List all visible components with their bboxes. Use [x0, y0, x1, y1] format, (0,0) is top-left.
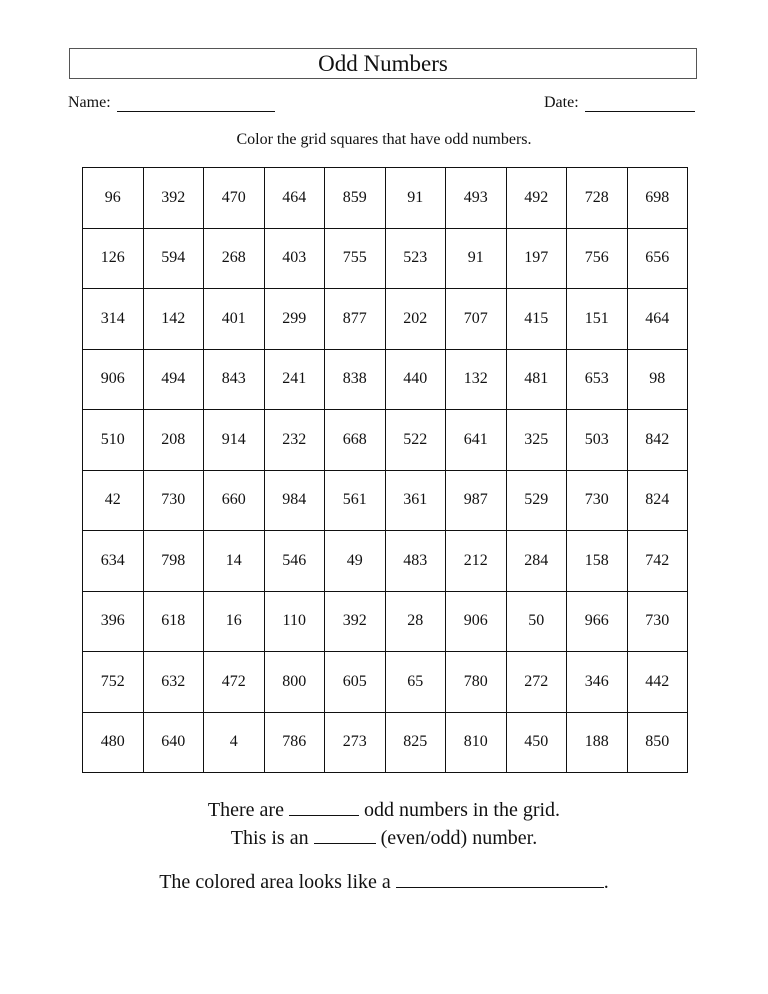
grid-cell[interactable]: 730 [628, 592, 689, 653]
grid-cell[interactable]: 480 [83, 713, 144, 774]
grid-cell[interactable]: 906 [446, 592, 507, 653]
grid-cell[interactable]: 810 [446, 713, 507, 774]
grid-cell[interactable]: 50 [507, 592, 568, 653]
grid-cell[interactable]: 914 [204, 410, 265, 471]
grid-cell[interactable]: 906 [83, 350, 144, 411]
grid-cell[interactable]: 396 [83, 592, 144, 653]
grid-cell[interactable]: 494 [144, 350, 205, 411]
grid-cell[interactable]: 984 [265, 471, 326, 532]
q1-text-after: odd numbers in the grid. [363, 799, 561, 821]
grid-cell[interactable]: 392 [144, 168, 205, 229]
number-grid [82, 167, 688, 773]
title-text: Odd Numbers [318, 50, 448, 76]
grid-cell[interactable]: 640 [144, 713, 205, 774]
grid-cell[interactable]: 464 [628, 289, 689, 350]
grid-cell[interactable]: 641 [446, 410, 507, 471]
grid-cell[interactable]: 492 [507, 168, 568, 229]
grid-cell[interactable]: 91 [446, 229, 507, 290]
grid-cell[interactable]: 859 [325, 168, 386, 229]
grid-cell[interactable]: 850 [628, 713, 689, 774]
grid-cell[interactable]: 98 [628, 350, 689, 411]
grid-cell[interactable]: 605 [325, 652, 386, 713]
grid-cell[interactable]: 698 [628, 168, 689, 229]
grid-cell[interactable]: 110 [265, 592, 326, 653]
grid-cell[interactable]: 728 [567, 168, 628, 229]
grid-cell[interactable]: 232 [265, 410, 326, 471]
grid-cell[interactable]: 450 [507, 713, 568, 774]
grid-cell[interactable]: 212 [446, 531, 507, 592]
grid-cell[interactable]: 481 [507, 350, 568, 411]
date-input-line[interactable] [585, 95, 695, 112]
question-even-odd [0, 825, 768, 850]
grid-cell[interactable]: 273 [325, 713, 386, 774]
name-label: Name: [68, 94, 111, 111]
grid-cell[interactable]: 752 [83, 652, 144, 713]
grid-cell[interactable]: 208 [144, 410, 205, 471]
grid-cell[interactable]: 755 [325, 229, 386, 290]
grid-cell[interactable]: 660 [204, 471, 265, 532]
grid-cell[interactable]: 42 [83, 471, 144, 532]
grid-cell[interactable]: 632 [144, 652, 205, 713]
worksheet-title [69, 48, 697, 79]
grid-cell[interactable]: 503 [567, 410, 628, 471]
grid-cell[interactable]: 522 [386, 410, 447, 471]
grid-cell[interactable]: 28 [386, 592, 447, 653]
grid-cell[interactable]: 202 [386, 289, 447, 350]
name-field [68, 94, 275, 112]
grid-cell[interactable]: 346 [567, 652, 628, 713]
grid-cell[interactable]: 241 [265, 350, 326, 411]
grid-cell[interactable]: 838 [325, 350, 386, 411]
grid-cell[interactable]: 798 [144, 531, 205, 592]
grid-cell[interactable]: 401 [204, 289, 265, 350]
grid-cell[interactable]: 403 [265, 229, 326, 290]
grid-cell[interactable]: 472 [204, 652, 265, 713]
grid-cell[interactable]: 656 [628, 229, 689, 290]
grid-cell[interactable]: 284 [507, 531, 568, 592]
grid-cell[interactable]: 966 [567, 592, 628, 653]
grid-cell[interactable]: 987 [446, 471, 507, 532]
odd-count-blank[interactable] [289, 797, 359, 816]
grid-cell[interactable]: 786 [265, 713, 326, 774]
grid-cell[interactable]: 877 [325, 289, 386, 350]
q2-text-after: (even/odd) number. [380, 827, 538, 849]
grid-cell[interactable]: 618 [144, 592, 205, 653]
grid-cell[interactable]: 653 [567, 350, 628, 411]
grid-cell[interactable]: 780 [446, 652, 507, 713]
grid-cell[interactable]: 361 [386, 471, 447, 532]
grid-cell[interactable]: 96 [83, 168, 144, 229]
grid-cell[interactable]: 132 [446, 350, 507, 411]
grid-cell[interactable]: 272 [507, 652, 568, 713]
grid-cell[interactable]: 4 [204, 713, 265, 774]
grid-cell[interactable]: 126 [83, 229, 144, 290]
grid-cell[interactable]: 14 [204, 531, 265, 592]
grid-cell[interactable]: 843 [204, 350, 265, 411]
grid-cell[interactable]: 415 [507, 289, 568, 350]
grid-cell[interactable]: 158 [567, 531, 628, 592]
grid-cell[interactable]: 707 [446, 289, 507, 350]
grid-cell[interactable]: 49 [325, 531, 386, 592]
grid-cell[interactable]: 91 [386, 168, 447, 229]
grid-cell[interactable]: 800 [265, 652, 326, 713]
grid-cell[interactable]: 188 [567, 713, 628, 774]
grid-cell[interactable]: 594 [144, 229, 205, 290]
grid-cell[interactable]: 440 [386, 350, 447, 411]
grid-cell[interactable]: 16 [204, 592, 265, 653]
grid-cell[interactable]: 825 [386, 713, 447, 774]
grid-cell[interactable]: 756 [567, 229, 628, 290]
date-label: Date: [544, 94, 579, 111]
colored-area-blank[interactable] [396, 869, 604, 888]
grid-cell[interactable]: 668 [325, 410, 386, 471]
grid-cell[interactable]: 151 [567, 289, 628, 350]
q2-text-before: This is an [230, 827, 309, 849]
q3-text-before: The colored area looks like a [159, 871, 391, 893]
grid-cell[interactable]: 742 [628, 531, 689, 592]
grid-cell[interactable]: 442 [628, 652, 689, 713]
grid-cell[interactable]: 561 [325, 471, 386, 532]
grid-cell[interactable]: 510 [83, 410, 144, 471]
name-input-line[interactable] [117, 95, 275, 112]
grid-cell[interactable]: 299 [265, 289, 326, 350]
grid-cell[interactable]: 142 [144, 289, 205, 350]
grid-cell[interactable]: 529 [507, 471, 568, 532]
grid-cell[interactable]: 392 [325, 592, 386, 653]
grid-cell[interactable]: 325 [507, 410, 568, 471]
grid-cell[interactable]: 842 [628, 410, 689, 471]
grid-cell[interactable]: 470 [204, 168, 265, 229]
grid-cell[interactable]: 730 [144, 471, 205, 532]
grid-cell[interactable]: 824 [628, 471, 689, 532]
grid-cell[interactable]: 65 [386, 652, 447, 713]
grid-cell[interactable]: 464 [265, 168, 326, 229]
date-field [544, 94, 695, 112]
grid-cell[interactable]: 483 [386, 531, 447, 592]
q1-text-before: There are [207, 799, 284, 821]
grid-cell[interactable]: 493 [446, 168, 507, 229]
grid-cell[interactable]: 523 [386, 229, 447, 290]
instructions: Color the grid squares that have odd numbers. [236, 131, 532, 148]
grid-cell[interactable]: 197 [507, 229, 568, 290]
grid-cell[interactable]: 730 [567, 471, 628, 532]
grid-cell[interactable]: 634 [83, 531, 144, 592]
grid-cell[interactable]: 546 [265, 531, 326, 592]
grid-cell[interactable]: 314 [83, 289, 144, 350]
q3-text-after: . [603, 871, 609, 893]
question-colored-area [0, 869, 768, 894]
grid-cell[interactable]: 268 [204, 229, 265, 290]
even-odd-blank[interactable] [314, 825, 376, 844]
question-odd-count [0, 797, 768, 822]
